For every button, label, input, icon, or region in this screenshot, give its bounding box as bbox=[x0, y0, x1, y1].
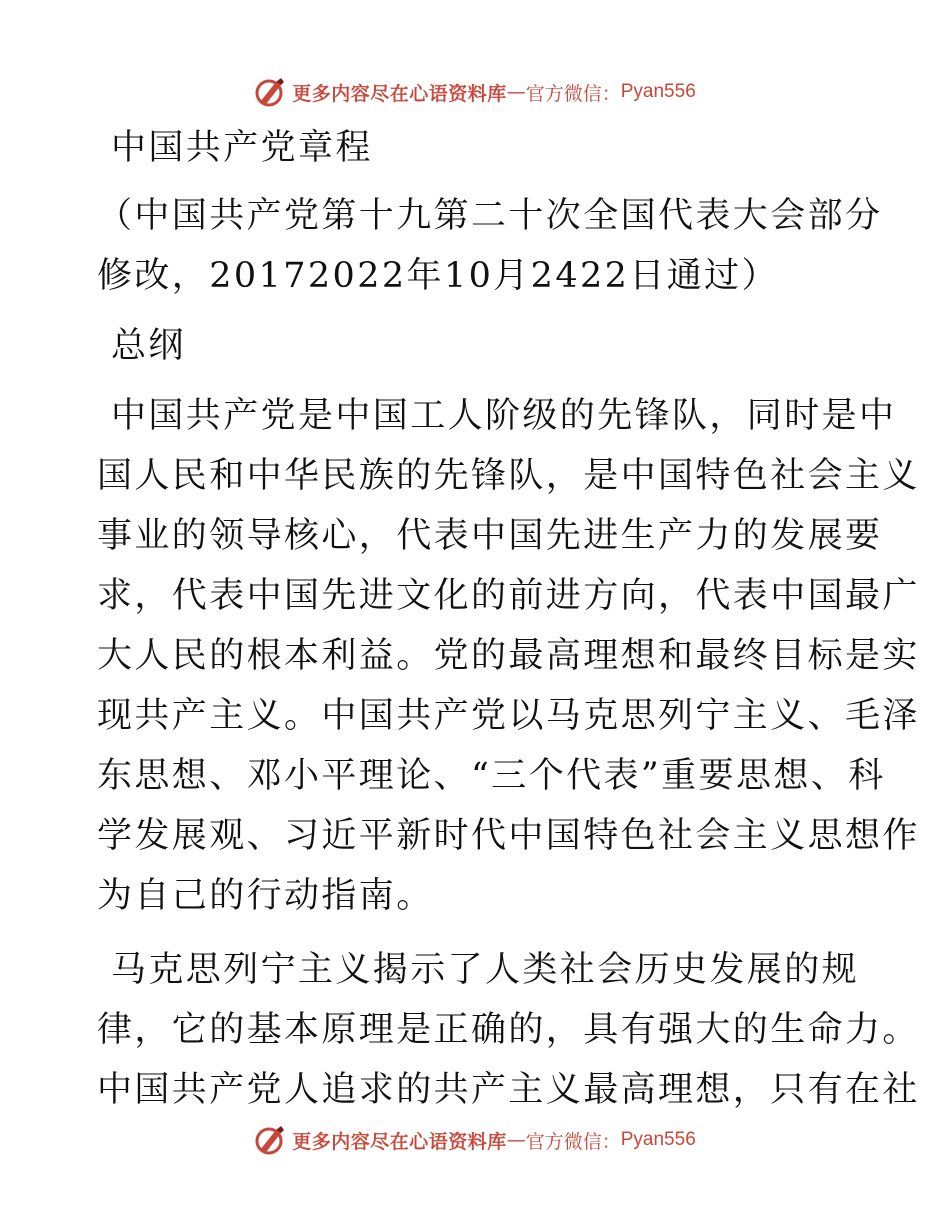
paragraph-line: 求，代表中国先进文化的前进方向，代表中国最广 bbox=[97, 576, 920, 616]
paragraph-line: 律，它的基本原理是正确的，具有强大的生命力。 bbox=[97, 1010, 920, 1050]
paragraph-line: 中国共产党是中国工人阶级的先锋队，同时是中 bbox=[111, 396, 897, 436]
watermark-lead: 更多内容尽在心语资料库 bbox=[292, 82, 507, 105]
watermark-dash: — bbox=[506, 1129, 526, 1151]
document-body bbox=[97, 118, 920, 1120]
pen-logo-icon bbox=[254, 76, 286, 108]
paragraph-marxism bbox=[97, 940, 920, 1120]
watermark-lead: 更多内容尽在心语资料库 bbox=[292, 1130, 507, 1153]
paragraph-line: 国人民和中华民族的先锋队，是中国特色社会主义 bbox=[97, 456, 920, 496]
paragraph-general-program bbox=[97, 386, 920, 926]
pen-logo-icon bbox=[254, 1124, 286, 1156]
section-heading: 总纲 bbox=[111, 326, 186, 366]
watermark-tail: 官方微信： bbox=[525, 82, 621, 105]
paragraph-line: 学发展观、习近平新时代中国特色社会主义思想作 bbox=[97, 816, 920, 856]
watermark-account: Pyan556 bbox=[620, 1129, 696, 1150]
paragraph-line: 大人民的根本利益。党的最高理想和最终目标是实 bbox=[97, 636, 920, 676]
watermark-tail: 官方微信： bbox=[525, 1130, 621, 1153]
watermark-account: Pyan556 bbox=[620, 81, 696, 102]
watermark-dash: — bbox=[506, 81, 526, 103]
header-watermark bbox=[0, 72, 950, 112]
paragraph-line: 中国共产党人追求的共产主义最高理想，只有在社 bbox=[97, 1070, 920, 1110]
paragraph-line: 东思想、邓小平理论、“三个代表”重要思想、科 bbox=[97, 756, 886, 796]
paragraph-line: 现共产主义。中国共产党以马克思列宁主义、毛泽 bbox=[97, 696, 920, 736]
footer-watermark bbox=[0, 1120, 950, 1160]
document-title: 中国共产党章程 bbox=[111, 128, 373, 168]
document-subtitle bbox=[97, 186, 883, 306]
subtitle-line: （中国共产党第十九第二十次全国代表大会部分 bbox=[97, 196, 883, 236]
subtitle-line: 修改，20172022年10月2422日通过） bbox=[97, 256, 779, 296]
paragraph-line: 为自己的行动指南。 bbox=[97, 876, 434, 916]
paragraph-line: 事业的领导核心，代表中国先进生产力的发展要 bbox=[97, 516, 883, 556]
paragraph-line: 马克思列宁主义揭示了人类社会历史发展的规 bbox=[111, 950, 860, 990]
